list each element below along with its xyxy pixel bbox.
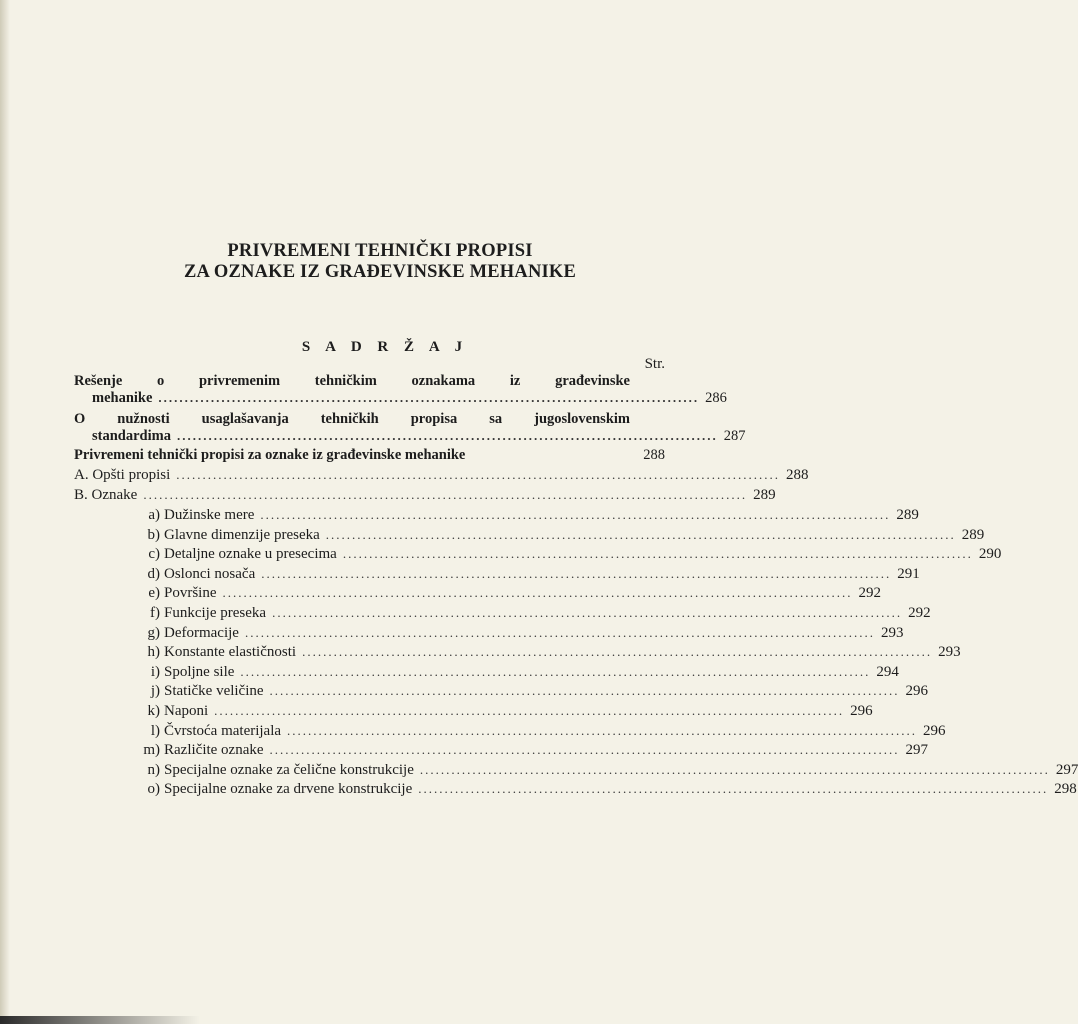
toc-page-number: 288: [643, 447, 665, 463]
dot-leader: ........................................................................................................................: [214, 703, 845, 718]
toc-subentry-label: Statičke veličine: [164, 683, 264, 700]
toc-page-number: 296: [905, 683, 929, 700]
toc-subentry-label: Spoljne sile: [164, 663, 235, 680]
dot-leader: ........................................................................................................................: [342, 546, 973, 562]
dot-leader: ........................................................................................................................: [418, 781, 1049, 797]
toc-subentry-marker: l): [150, 722, 160, 739]
toc-subentry-text: [136, 526, 320, 544]
toc-page-number: 287: [723, 428, 746, 444]
toc-subentry-text: [136, 643, 296, 661]
toc-entry-oznake: [74, 486, 776, 506]
dot-leader: ........................................................................................................................: [260, 507, 891, 522]
toc-subentry-label: Detaljne oznake u presecima: [164, 546, 337, 563]
toc-subentry-marker: f): [150, 605, 160, 621]
toc-page-number: 297: [905, 742, 929, 759]
toc-subentry-label: Specijalne oznake za drvene konstrukcije: [164, 781, 413, 798]
toc-subentry: [136, 545, 1002, 565]
toc-subentry-label: Glavne dimenzije preseka: [164, 526, 320, 543]
toc-subentry-text: [136, 682, 264, 700]
page-column-label: Str.: [644, 356, 665, 372]
toc-subentry-label: Funkcije preseka: [164, 605, 267, 621]
dot-leader: ........................................................................................................................: [302, 644, 933, 660]
dot-leader: ...................................................................................................................: [143, 487, 748, 502]
toc-subentry-text: [136, 604, 266, 622]
dot-leader: ........................................................................................................................: [287, 722, 918, 738]
toc-subentry: [136, 702, 873, 722]
toc-page-number: 288: [786, 467, 809, 483]
toc-page-number: 292: [858, 585, 881, 602]
toc-page-number: 289: [896, 507, 919, 523]
toc-subentry-text: [136, 722, 281, 740]
toc-subentry-text: [136, 565, 255, 583]
toc-page-number: 296: [850, 703, 873, 719]
toc-entry-privremeni: [74, 446, 665, 466]
toc-subentry-label: Naponi: [164, 703, 209, 719]
toc-page-number: 293: [938, 644, 961, 661]
toc-subentry-marker: i): [150, 663, 160, 680]
toc-subentry-text: [136, 545, 337, 563]
toc-subentry-marker: j): [150, 683, 160, 700]
toc-subentry-marker: g): [147, 624, 160, 641]
toc-entry-resenje-line1: Rešenje o privremenim tehničkim oznakama iz građevinske: [74, 373, 630, 389]
toc-subentry-label: Dužinske mere: [164, 507, 255, 523]
toc-subentry-text: [136, 663, 234, 681]
toc-heading: S A D R Ž A J: [301, 339, 469, 355]
toc-entry-text: A. Opšti propisi: [74, 467, 171, 483]
toc-entry-resenje: [92, 389, 727, 409]
toc-subentry-text: [136, 780, 412, 798]
toc-subentry: [136, 663, 899, 683]
toc-subentry-text: [136, 624, 239, 642]
toc-subentry-label: Različite oznake: [164, 742, 264, 759]
toc-entry-opsti-propisi: [74, 466, 809, 486]
document-title-line-1: PRIVREMENI TEHNIČKI PROPISI: [227, 241, 533, 261]
toc-page-number: 286: [705, 390, 727, 406]
toc-page-number: 291: [897, 565, 920, 582]
toc-entry-text: Privremeni tehnički propisi za oznake iz građevinske mehanike: [74, 447, 466, 463]
dot-leader: .......................................................................................................: [158, 390, 700, 405]
toc-subentry-marker: b): [147, 526, 160, 543]
toc-page-number: 298: [1054, 781, 1077, 798]
dot-leader: ........................................................................................................................: [325, 526, 956, 542]
toc-subentry: [136, 584, 881, 604]
toc-page-number: 289: [961, 526, 985, 543]
toc-subentry-label: Oslonci nosača: [164, 565, 256, 582]
toc-page-number: 290: [978, 546, 1002, 563]
toc-page-number: 289: [753, 487, 776, 503]
toc-subentry-label: Čvrstoća materijala: [164, 722, 282, 739]
toc-subentry-marker: c): [148, 546, 160, 563]
toc-subentry: [136, 682, 929, 702]
dot-leader: ........................................................................................................................: [222, 585, 853, 601]
page-binding-edge: [0, 0, 10, 1024]
toc-subentry-label: Specijalne oznake za čelične konstrukcije: [164, 761, 414, 778]
document-title-line-2: ZA OZNAKE IZ GRAĐEVINSKE MEHANIKE: [183, 262, 577, 282]
toc-subentry-label: Konstante elastičnosti: [164, 644, 297, 661]
toc-subentry: [136, 643, 961, 663]
toc-page-number: 292: [908, 605, 931, 621]
toc-subentry-marker: h): [147, 644, 160, 661]
dot-leader: ........................................................................................................................: [419, 761, 1050, 777]
dot-leader: ........................................................................................................................: [269, 683, 900, 699]
toc-page-number: 293: [880, 624, 904, 641]
toc-subentry-text: [136, 506, 254, 524]
toc-subentry: [136, 624, 904, 644]
toc-subentry-marker: d): [147, 565, 160, 582]
toc-entry-nuznost: [92, 427, 746, 447]
toc-entry-text: standardima: [92, 428, 171, 444]
toc-subentry: [136, 722, 946, 742]
toc-page-number: 297: [1055, 761, 1078, 778]
dot-leader: ........................................................................................................................: [272, 605, 903, 620]
dot-leader: ........................................................................................................................: [240, 663, 871, 679]
toc-subentry-marker: e): [148, 585, 160, 602]
toc-subentry-text: [136, 741, 264, 759]
toc-subentry-text: [136, 584, 217, 602]
toc-subentry-label: Površine: [164, 585, 217, 602]
toc-subentry-text: [136, 761, 414, 779]
toc-entry-nuznost-line1: O nužnosti usaglašavanja tehničkih propisa sa jugoslovenskim: [74, 411, 630, 427]
dot-leader: ........................................................................................................................: [261, 565, 892, 581]
toc-subentry: [136, 604, 931, 624]
toc-entry-text: B. Oznake: [74, 487, 138, 503]
toc-page-number: 296: [923, 722, 946, 739]
toc-subentry: [136, 761, 1078, 781]
dot-leader: ........................................................................................................................: [244, 624, 875, 640]
toc-subentry: [136, 780, 1077, 800]
toc-subentry-marker: o): [147, 781, 160, 798]
toc-subentry: [136, 741, 929, 761]
toc-subentry-text: [136, 702, 208, 720]
toc-entry-text: mehanike: [92, 390, 153, 406]
toc-subentry-marker: n): [147, 761, 160, 778]
toc-subentry: [136, 506, 919, 526]
toc-subentry-marker: a): [148, 507, 160, 523]
toc-subentry: [136, 565, 920, 585]
toc-subentry: [136, 526, 985, 546]
toc-page-number: 294: [876, 663, 899, 680]
toc-subentry-marker: m): [143, 742, 160, 759]
scan-shadow: [0, 1016, 200, 1024]
toc-subentry-label: Deformacije: [164, 624, 239, 641]
toc-subentry-marker: k): [147, 703, 160, 719]
dot-leader: .......................................................................................................: [176, 428, 718, 443]
dot-leader: ........................................................................................................................: [269, 742, 900, 758]
dot-leader: ...................................................................................................................: [176, 467, 781, 482]
